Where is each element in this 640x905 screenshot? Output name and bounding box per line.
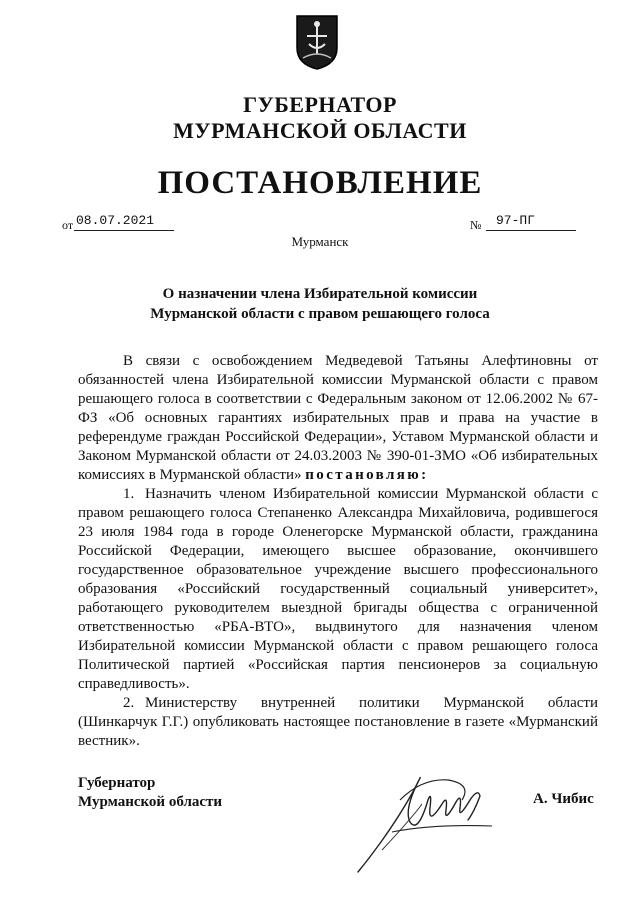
- preamble-paragraph: [78, 352, 598, 485]
- signatory-name: А. Чибис: [533, 791, 594, 807]
- item-1-text: Назначить членом Избирательной комиссии Мурманской области с правом решающего голоса Степаненко Александра Михайловича, родившегося 23 июля 1984 года в городе Оленегорске Мурманской области, гражданина Российской Федерации, имеющего высшее образование, окончившего государственное образовательное учреждение высшего профессионального образования «Российский государственный социальный университет», работающего руководителем выездной бригады общества с ограниченной ответственностью «РБА-ВТО», выдвинутого для назначения членом Избирательной комиссии Мурманской области с правом решающего голоса Политической партией «Российская партия пенсионеров за социальную справедливость».: [78, 486, 598, 692]
- date-underline: [74, 230, 174, 231]
- document-type-title: ПОСТАНОВЛЕНИЕ: [157, 165, 483, 201]
- signatory-position-line1: Губернатор: [78, 775, 156, 791]
- date-prefix: от: [62, 218, 74, 232]
- item-2-text: Министерству внутренней политики Мурманской области (Шинкарчук Г.Г.) опубликовать настоящее постановление в газете «Мурманский вестник».: [78, 695, 598, 749]
- item-1: [78, 485, 598, 694]
- document-subject: [90, 284, 550, 324]
- number-underline: [486, 230, 576, 231]
- authority-title-line2: МУРМАНСКОЙ ОБЛАСТИ: [173, 118, 467, 143]
- coat-of-arms-icon: [295, 14, 339, 70]
- number-prefix: №: [470, 218, 482, 232]
- resolve-word: постановляю:: [305, 467, 429, 483]
- item-1-number: 1.: [123, 486, 135, 502]
- subject-line1: О назначении члена Избирательной комиссии: [162, 286, 478, 302]
- handwritten-signature: [352, 760, 502, 880]
- document-date: 08.07.2021: [76, 213, 155, 228]
- signatory-position-line2: Мурманской области: [78, 794, 223, 810]
- item-2-number: 2.: [123, 695, 135, 711]
- item-2: [78, 694, 598, 751]
- document-body: [78, 352, 598, 751]
- city-name: Мурманск: [291, 234, 349, 249]
- subject-line2: Мурманской области с правом решающего голоса: [150, 306, 490, 322]
- authority-title-line1: ГУБЕРНАТОР: [243, 92, 397, 117]
- preamble-text: В связи с освобождением Медведевой Татьяны Алефтиновны от обязанностей члена Избирательной комиссии Мурманской области с правом решающего голоса в соответствии с Федеральным законом от 12.06.2002 № 67-ФЗ «Об основных гарантиях избирательных прав и права на участие в референдуме граждан Российской Федерации», Уставом Мурманской области и Законом Мурманской области от 24.03.2003 № 390-01-ЗМО «Об избирательных комиссиях в Мурманской области»: [78, 353, 598, 483]
- signatory-position: [78, 774, 222, 812]
- document-number: 97-ПГ: [496, 213, 536, 228]
